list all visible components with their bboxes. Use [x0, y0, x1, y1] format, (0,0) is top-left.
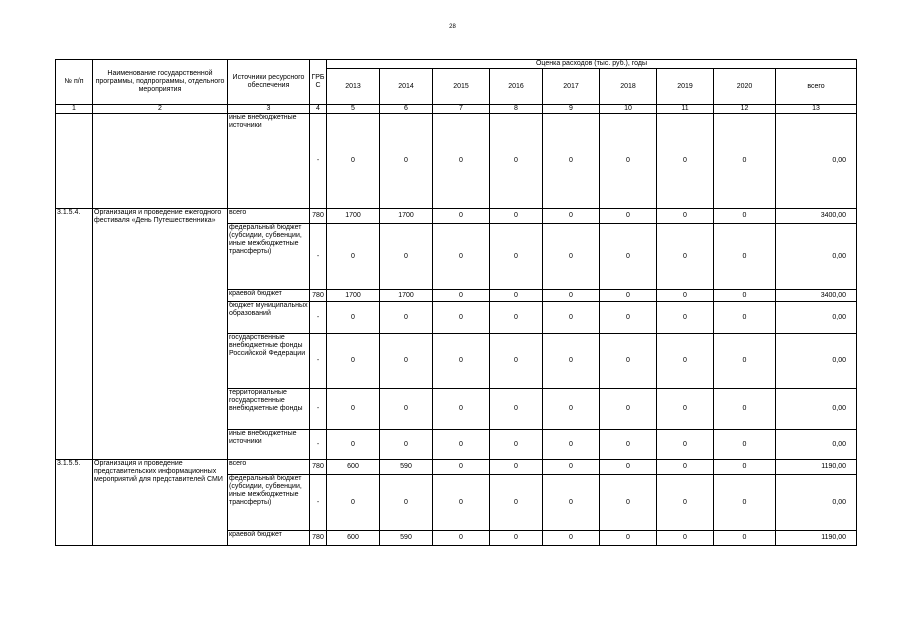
year-value: 0 — [327, 302, 380, 334]
grbs-code: 780 — [310, 460, 327, 475]
total-value: 0,00 — [776, 224, 857, 290]
year-value: 0 — [490, 389, 543, 430]
year-value: 0 — [433, 460, 490, 475]
total-value: 1190,00 — [776, 531, 857, 546]
year-value: 0 — [657, 302, 714, 334]
year-value: 0 — [600, 475, 657, 531]
funding-source: всего — [228, 209, 310, 224]
year-value: 0 — [657, 389, 714, 430]
funding-source: федеральный бюджет (субсидии, субвенции, иные межбюджетные трансферты) — [228, 224, 310, 290]
year-value: 0 — [327, 430, 380, 460]
header-year-6: 2018 — [600, 69, 657, 105]
header-column-number-11: 11 — [657, 105, 714, 114]
page-number: 28 — [449, 24, 456, 30]
year-value: 0 — [490, 224, 543, 290]
year-value: 0 — [433, 389, 490, 430]
total-value: 3400,00 — [776, 290, 857, 302]
year-value: 0 — [657, 531, 714, 546]
funding-source: иные внебюджетные источники — [228, 430, 310, 460]
header-year-4: 2016 — [490, 69, 543, 105]
year-value: 0 — [714, 460, 776, 475]
year-value: 0 — [433, 302, 490, 334]
funding-source: государственные внебюджетные фонды Российской Федерации — [228, 334, 310, 389]
header-year-2: 2014 — [380, 69, 433, 105]
grbs-code: - — [310, 389, 327, 430]
header-col-source: Источники ресурсного обеспечения — [228, 60, 310, 105]
year-value: 1700 — [327, 290, 380, 302]
year-value: 0 — [327, 389, 380, 430]
year-value: 0 — [714, 389, 776, 430]
year-value: 0 — [657, 209, 714, 224]
item-number — [56, 114, 93, 209]
year-value: 0 — [600, 460, 657, 475]
header-row-numbers — [56, 105, 857, 114]
year-value: 600 — [327, 460, 380, 475]
item-name — [93, 114, 228, 209]
year-value: 0 — [657, 290, 714, 302]
header-year-9: всего — [776, 69, 857, 105]
year-value: 0 — [327, 475, 380, 531]
year-value: 0 — [490, 114, 543, 209]
year-value: 0 — [433, 334, 490, 389]
funding-source: иные внебюджетные источники — [228, 114, 310, 209]
year-value: 0 — [543, 389, 600, 430]
grbs-code: - — [310, 114, 327, 209]
year-value: 0 — [543, 114, 600, 209]
year-value: 0 — [433, 290, 490, 302]
year-value: 0 — [714, 224, 776, 290]
header-column-number-6: 6 — [380, 105, 433, 114]
table-row — [56, 460, 857, 475]
item-name: Организация и проведение представительских информационных мероприятий для представителей СМИ — [93, 460, 228, 546]
year-value: 0 — [490, 290, 543, 302]
year-value: 0 — [433, 114, 490, 209]
year-value: 0 — [657, 224, 714, 290]
header-year-8: 2020 — [714, 69, 776, 105]
year-value: 0 — [380, 334, 433, 389]
header-column-number-10: 10 — [600, 105, 657, 114]
header-column-number-8: 8 — [490, 105, 543, 114]
item-name: Организация и проведение ежегодного фестиваля «День Путешественника» — [93, 209, 228, 460]
total-value: 0,00 — [776, 475, 857, 531]
year-value: 0 — [543, 290, 600, 302]
year-value: 0 — [433, 531, 490, 546]
header-column-number-9: 9 — [543, 105, 600, 114]
year-value: 0 — [600, 430, 657, 460]
year-value: 0 — [490, 302, 543, 334]
year-value: 0 — [490, 430, 543, 460]
header-year-3: 2015 — [433, 69, 490, 105]
year-value: 0 — [714, 531, 776, 546]
year-value: 0 — [714, 302, 776, 334]
header-column-number-13: 13 — [776, 105, 857, 114]
grbs-code: - — [310, 475, 327, 531]
header-col-name: Наименование государственной программы, подпрограммы, отдельного мероприятия — [93, 60, 228, 105]
table-row — [56, 114, 857, 209]
grbs-code: - — [310, 302, 327, 334]
year-value: 0 — [543, 209, 600, 224]
year-value: 1700 — [380, 209, 433, 224]
grbs-code: - — [310, 430, 327, 460]
year-value: 0 — [600, 224, 657, 290]
year-value: 0 — [327, 224, 380, 290]
header-column-number-2: 2 — [93, 105, 228, 114]
year-value: 0 — [490, 209, 543, 224]
item-number: 3.1.5.5. — [56, 460, 93, 546]
header-expense-group: Оценка расходов (тыс. руб.), годы — [327, 60, 857, 69]
total-value: 0,00 — [776, 302, 857, 334]
year-value: 0 — [380, 475, 433, 531]
funding-source: краевой бюджет — [228, 290, 310, 302]
table-row — [56, 209, 857, 224]
year-value: 590 — [380, 460, 433, 475]
total-value: 0,00 — [776, 334, 857, 389]
funding-source: всего — [228, 460, 310, 475]
total-value: 0,00 — [776, 430, 857, 460]
year-value: 0 — [543, 460, 600, 475]
header-column-number-5: 5 — [327, 105, 380, 114]
grbs-code: 780 — [310, 531, 327, 546]
year-value: 0 — [714, 209, 776, 224]
total-value: 3400,00 — [776, 209, 857, 224]
year-value: 0 — [433, 475, 490, 531]
year-value: 0 — [543, 334, 600, 389]
total-value: 0,00 — [776, 114, 857, 209]
budget-table — [55, 59, 857, 546]
header-year-1: 2013 — [327, 69, 380, 105]
year-value: 0 — [714, 114, 776, 209]
year-value: 0 — [600, 114, 657, 209]
header-year-7: 2019 — [657, 69, 714, 105]
year-value: 0 — [714, 290, 776, 302]
year-value: 0 — [600, 302, 657, 334]
funding-source: краевой бюджет — [228, 531, 310, 546]
header-column-number-4: 4 — [310, 105, 327, 114]
grbs-code: 780 — [310, 209, 327, 224]
year-value: 600 — [327, 531, 380, 546]
header-column-number-1: 1 — [56, 105, 93, 114]
year-value: 0 — [543, 430, 600, 460]
total-value: 1190,00 — [776, 460, 857, 475]
year-value: 0 — [543, 224, 600, 290]
header-column-number-3: 3 — [228, 105, 310, 114]
total-value: 0,00 — [776, 389, 857, 430]
year-value: 0 — [657, 430, 714, 460]
year-value: 0 — [380, 224, 433, 290]
grbs-code: - — [310, 334, 327, 389]
year-value: 0 — [490, 460, 543, 475]
year-value: 0 — [600, 334, 657, 389]
header-col-number: № п/п — [56, 60, 93, 105]
year-value: 0 — [433, 430, 490, 460]
year-value: 0 — [490, 531, 543, 546]
year-value: 0 — [600, 531, 657, 546]
grbs-code: - — [310, 224, 327, 290]
year-value: 0 — [600, 209, 657, 224]
year-value: 0 — [657, 475, 714, 531]
header-col-grbs: ГРБС — [310, 60, 327, 105]
year-value: 0 — [543, 302, 600, 334]
funding-source: бюджет муниципальных образований — [228, 302, 310, 334]
grbs-code: 780 — [310, 290, 327, 302]
year-value: 0 — [490, 334, 543, 389]
year-value: 0 — [714, 430, 776, 460]
header-column-number-7: 7 — [433, 105, 490, 114]
year-value: 0 — [380, 389, 433, 430]
year-value: 0 — [600, 389, 657, 430]
year-value: 0 — [543, 475, 600, 531]
year-value: 0 — [543, 531, 600, 546]
funding-source: территориальные государственные внебюджетные фонды — [228, 389, 310, 430]
year-value: 0 — [657, 334, 714, 389]
year-value: 0 — [380, 430, 433, 460]
year-value: 0 — [433, 209, 490, 224]
year-value: 0 — [327, 334, 380, 389]
header-column-number-12: 12 — [714, 105, 776, 114]
year-value: 0 — [657, 114, 714, 209]
year-value: 0 — [714, 334, 776, 389]
year-value: 0 — [600, 290, 657, 302]
year-value: 0 — [490, 475, 543, 531]
item-number: 3.1.5.4. — [56, 209, 93, 460]
year-value: 1700 — [327, 209, 380, 224]
year-value: 0 — [714, 475, 776, 531]
year-value: 0 — [433, 224, 490, 290]
year-value: 590 — [380, 531, 433, 546]
year-value: 0 — [657, 460, 714, 475]
year-value: 0 — [380, 302, 433, 334]
funding-source: федеральный бюджет (субсидии, субвенции, иные межбюджетные трансферты) — [228, 475, 310, 531]
header-row-top — [56, 60, 857, 69]
year-value: 0 — [380, 114, 433, 209]
year-value: 1700 — [380, 290, 433, 302]
year-value: 0 — [327, 114, 380, 209]
header-year-5: 2017 — [543, 69, 600, 105]
